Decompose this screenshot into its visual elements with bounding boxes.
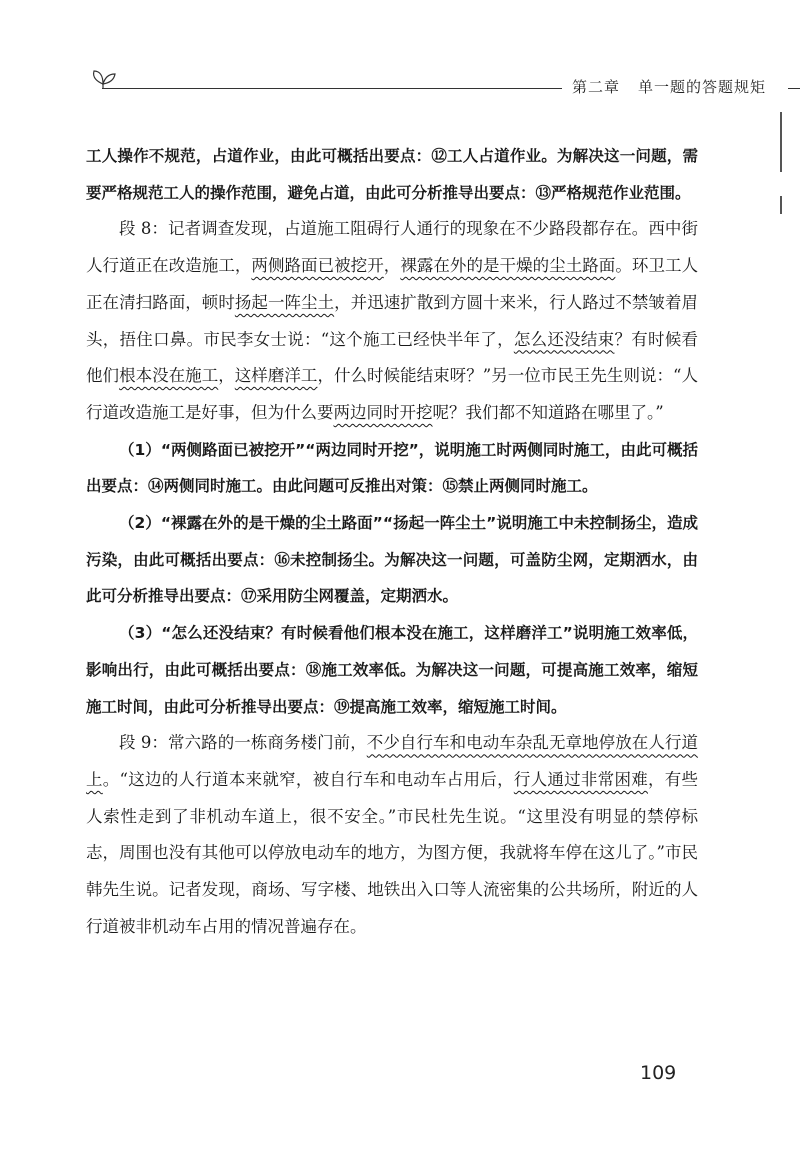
paragraph-analysis-12-13: 工人操作不规范，占道作业，由此可概括出要点：⑫工人占道作业。为解决这一问题，需要严格规范工人的操作范围，避免占道，由此可分析推导出要点：⑬严格规范作业范围。 bbox=[86, 147, 698, 202]
paragraph-analysis-3: （3）“怎么还没结束？有时候看他们根本没在施工，这样磨洋工”说明施工效率低，影响出行，由此可概括出要点：⑱施工效率低。为解决这一问题，可提高施工效率，缩短施工时间，由此可分析推导出要点：⑲提高施工效率，缩短施工时间。 bbox=[86, 624, 698, 716]
paragraph-section-9: 段 9：常六路的一栋商务楼门前，不少自行车和电动车杂乱无章地停放在人行道上。“这边的人行道本来就窄，被自行车和电动车占用后，行人通过非常困难，有些人索性走到了非机动车道上，很不安全。”市民杜先生说。“这里没有明显的禁停标志，周围也没有其他可以停放电动车的地方，为图方便，我就将车停在这儿了。”市民韩先生说。记者发现，商场、写字楼、地铁出入口等人流密集的公共场所，附近的人行道被非机动车占用的情况普遍存在。 bbox=[86, 733, 699, 936]
underlined-phrase: 两侧路面已被挖开 bbox=[251, 256, 384, 276]
section-title: 单一题的答题规矩 bbox=[638, 78, 767, 96]
underlined-phrase: 不少自行车和电动车杂乱无章地停放在人行道上 bbox=[86, 733, 699, 789]
underlined-phrase: 怎么还没结束 bbox=[513, 329, 615, 349]
underlined-phrase: 裸露在外的是干燥的尘土路面 bbox=[400, 256, 616, 276]
header-rule-left bbox=[102, 88, 562, 89]
header-rule-right bbox=[788, 88, 800, 89]
page-number: 109 bbox=[640, 1062, 677, 1084]
underlined-phrase: 两边同时开挖 bbox=[333, 402, 433, 422]
chapter-number: 第二章 bbox=[572, 78, 621, 96]
underlined-phrase: 这样磨洋工 bbox=[234, 366, 318, 386]
page-body bbox=[86, 138, 698, 945]
paragraph-analysis-1: （1）“两侧路面已被挖开”“两边同时开挖”，说明施工时两侧同时施工，由此可概括出要点：⑭两侧同时施工。由此问题可反推出对策：⑮禁止两侧同时施工。 bbox=[86, 440, 698, 496]
scan-edge-mark bbox=[780, 196, 782, 214]
chapter-title bbox=[572, 76, 766, 97]
underlined-phrase: 行人通过非常困难 bbox=[513, 769, 648, 789]
scan-edge-mark bbox=[780, 112, 782, 172]
running-header bbox=[88, 62, 800, 102]
underlined-phrase: 根本没在施工 bbox=[119, 366, 219, 386]
paragraph-section-8: 段 8：记者调查发现，占道施工阻碍行人通行的现象在不少路段都存在。西中街人行道正在改造施工，两侧路面已被挖开，裸露在外的是干燥的尘土路面。环卫工人正在清扫路面，顿时扬起一阵尘土，并迅速扩散到方圆十来米，行人路过不禁皱着眉头，捂住口鼻。市民李女士说：“这个施工已经快半年了，怎么还没结束？有时候看他们根本没在施工，这样磨洋工，什么时候能结束呀？”另一位市民王先生则说：“人行道改造施工是好事，但为什么要两边同时开挖呢？我们都不知道路在哪里了。” bbox=[86, 219, 699, 422]
underlined-phrase: 扬起一阵尘土 bbox=[234, 292, 335, 312]
paragraph-analysis-2: （2）“裸露在外的是干燥的尘土路面”“扬起一阵尘土”说明施工中未控制扬尘，造成污染，由此可概括出要点：⑯未控制扬尘。为解决这一问题，可盖防尘网，定期洒水，由此可分析推导出要点：⑰采用防尘网覆盖，定期洒水。 bbox=[86, 514, 698, 606]
